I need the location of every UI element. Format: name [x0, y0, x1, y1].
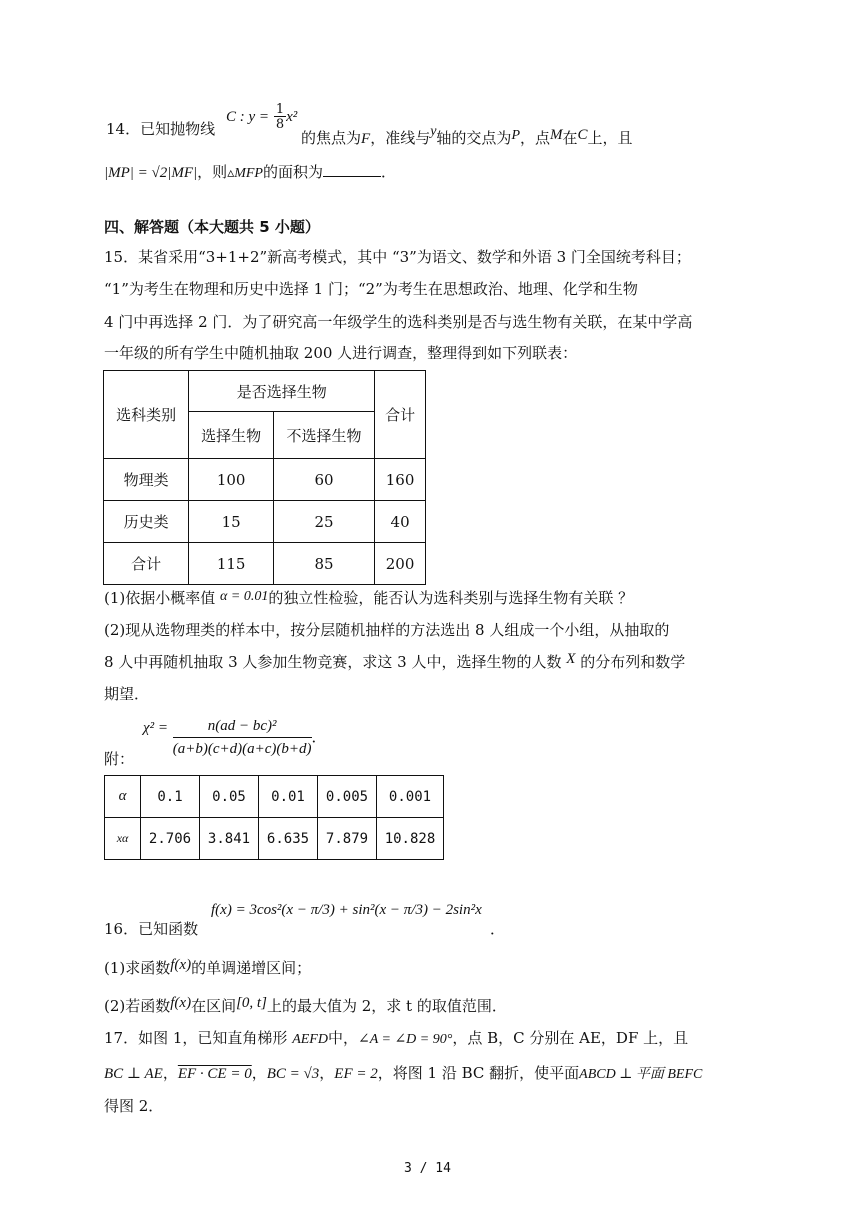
- critical-value-table: [104, 775, 444, 860]
- q14-line1-rest: 的焦点为F，准线与y轴的交点为P，点M在C上，且: [301, 124, 633, 147]
- q14-curve-equation: [226, 103, 297, 131]
- q16-part2: (2)若函数f(x)在区间[0, t]上的最大值为 2，求 t 的取值范围．: [104, 995, 507, 1015]
- q16-prefix: 16．已知函数: [104, 920, 199, 938]
- chi-square-formula: χ² = $\frac{\text{n(ad − bc)²}}{(a+b)(c+d)(a+c)(b+d)}$ ．: [143, 718, 327, 757]
- alpha-value: α = 0.01: [220, 589, 269, 604]
- x-squared: x²: [286, 109, 298, 125]
- triangle: ▵MFP: [227, 166, 263, 181]
- table-row: 合计 115 85 200: [104, 543, 426, 585]
- q17-line1: 17．如图 1，已知直角梯形 AEFD中，∠A = ∠D = 90°，点 B，C 分别在 AE，DF 上，且: [104, 1029, 689, 1047]
- q17-line2: BC ⊥ AE，EF · CE = 0，BC = √3，EF = 2，将图 1 沿 BC 翻折，使平面ABCD ⊥ 平面 BEFC: [104, 1064, 703, 1082]
- q14-line2: |MP| = √2|MF|，则▵MFP的面积为 ．: [104, 163, 397, 181]
- contingency-table: [103, 370, 426, 585]
- q16-part1: (1)求函数f(x)的单调递增区间；: [104, 957, 312, 977]
- page-number: 3 / 14: [404, 1161, 451, 1176]
- q15-part2-line3: 期望．: [104, 685, 150, 703]
- q15-part1: (1)依据小概率值 α = 0.01的独立性检验，能否认为选科类别与选择生物有关联 ？: [104, 589, 634, 607]
- q17-line3: 得图 2．: [104, 1097, 164, 1115]
- header-yes: 选择生物: [189, 412, 274, 459]
- header-total: 合计: [375, 371, 426, 459]
- fraction: $\frac{1}{8}$: [275, 102, 285, 132]
- condition: |MP| = √2|MF|: [104, 165, 198, 181]
- curve-lhs: C : y =: [226, 109, 270, 125]
- q15-part2-line2: 8 人中再随机抽取 3 人参加生物竞赛，求这 3 人中，选择生物的人数 X 的分布列和数学: [104, 651, 686, 671]
- q15-line3: 4 门中再选择 2 门．为了研究高一年级学生的选科类别是否与选生物有关联，在某中学高: [104, 313, 693, 331]
- section-heading: 四、解答题（本大题共 5 小题）: [104, 218, 320, 236]
- table-row: 历史类 15 25 40: [104, 501, 426, 543]
- alpha-row: α 0.1 0.05 0.01 0.005 0.001: [105, 776, 444, 818]
- q15-part2-line1: (2)现从选物理类的样本中，按分层随机抽样的方法选出 8 人组成一个小组，从抽取的: [104, 621, 670, 639]
- header-group: 是否选择生物: [189, 371, 375, 412]
- q15-line1: 15．某省采用“3+1+2”新高考模式，其中 “3”为语文、数学和外语 3 门全国统考科目；: [104, 248, 691, 266]
- q14-line1: [106, 118, 215, 139]
- table-row: 物理类 100 60 160: [104, 459, 426, 501]
- q16-end: ．: [490, 920, 506, 938]
- q15-line4: 一年级的所有学生中随机抽取 200 人进行调查，整理得到如下列联表：: [104, 344, 578, 362]
- header-category: 选科类别: [104, 371, 189, 459]
- q16-function: f(x) = 3cos²(x − π/3) + sin²(x − π/3) − 2sin²x: [211, 902, 482, 918]
- header-no: 不选择生物: [273, 412, 374, 459]
- q15-line2: “1”为考生在物理和历史中选择 1 门；“2”为考生在思想政治、地理、化学和生物: [104, 280, 638, 298]
- appendix-label: 附：: [104, 750, 135, 768]
- q14-prefix: 14．已知抛物线: [106, 120, 216, 138]
- answer-blank[interactable]: [323, 162, 381, 177]
- x-row: xα 2.706 3.841 6.635 7.879 10.828: [105, 818, 444, 860]
